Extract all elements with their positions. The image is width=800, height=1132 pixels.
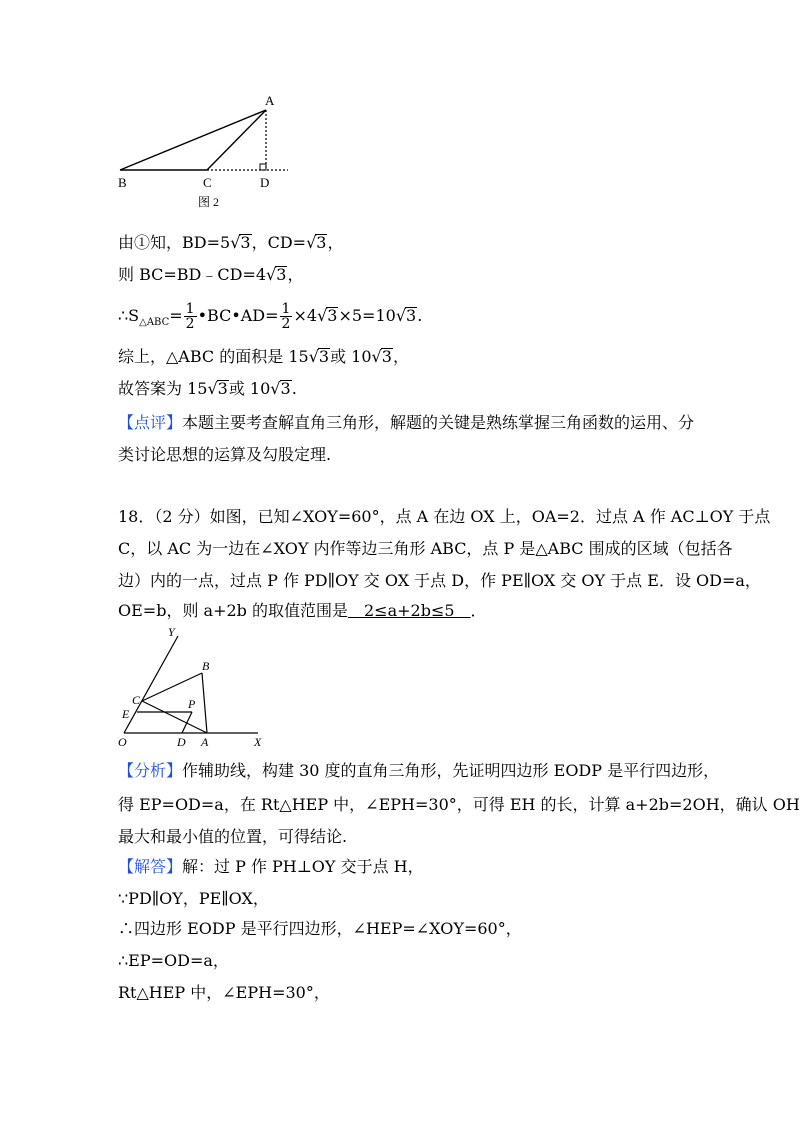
solution18-line-4: ∴EP=OD=a， — [118, 951, 229, 970]
segment-CA — [207, 110, 266, 170]
segment-AC — [142, 701, 207, 733]
axis-OY — [124, 636, 178, 733]
solution-line-2: 则 BC=BD﹣CD=4√3， — [118, 265, 304, 284]
segment-PD — [182, 712, 192, 733]
label-D: D — [260, 175, 270, 190]
problem-line-2: C，以 AC 为一边在∠XOY 内作等边三角形 ABC，点 P 是△ABC 围成的区域（包括各 — [118, 539, 733, 558]
solution-tag: 【解答】 — [118, 857, 183, 876]
solution18-line-3: ∴四边形 EODP 是平行四边形，∠HEP=∠XOY=60°， — [118, 919, 522, 938]
label-Y: Y — [168, 625, 175, 639]
solution-line-3: $\therefore S_{\triangle ABC}=$ $\frac{1}{2}$ •BC•AD= $\frac{1}{2}$ ×4√3×5=10√3. — [118, 301, 423, 332]
solution-line-5: 故答案为 15√3或 10√3. — [118, 379, 297, 398]
label-O: O — [118, 735, 127, 749]
right-angle-mark — [260, 164, 266, 170]
comment-line-1: 【点评】本题主要考查解直角三角形，解题的关键是熟练掌握三角函数的运用、分 — [118, 413, 695, 432]
analysis-line-3: 最大和最小值的位置，可得结论. — [118, 827, 348, 846]
solution18-line-5: Rt△HEP 中，∠EPH=30°， — [118, 983, 330, 1002]
segment-BA — [120, 110, 266, 170]
analysis-line-1: 【分析】作辅助线，构建 30 度的直角三角形，先证明四边形 EODP 是平行四边形， — [118, 761, 720, 780]
answer-blank: 2≤a+2b≤5 — [348, 601, 471, 620]
label-P: P — [188, 697, 196, 711]
analysis-tag: 【分析】 — [118, 761, 183, 780]
comment-tag: 【点评】 — [118, 413, 183, 432]
label-C: C — [203, 175, 212, 190]
label-B: B — [118, 175, 127, 190]
comment-line-2: 类讨论思想的运算及勾股定理. — [118, 445, 332, 464]
label-X: X — [254, 735, 262, 749]
label-E: E — [122, 707, 130, 721]
figure-18 — [110, 622, 280, 752]
problem-line-1: 18．（2 分）如图，已知∠XOY=60°，点 A 在边 OX 上，OA=2．过点 A 作 AC⊥OY 于点 — [118, 507, 771, 526]
figure-caption: 图 2 — [198, 195, 220, 209]
analysis-line-2: 得 EP=OD=a，在 Rt△HEP 中，∠EPH=30°，可得 EH 的长，计算 a+2b=2OH，确认 OH — [118, 795, 800, 814]
label-B: B — [202, 659, 210, 673]
solution18-line-1: 【解答】解：过 P 作 PH⊥OY 交于点 H， — [118, 857, 424, 876]
label-D: D — [177, 735, 186, 749]
solution18-line-2: ∵PD∥OY，PE∥OX， — [118, 889, 269, 908]
fraction-half: $\frac{1}{2}$ — [281, 301, 291, 332]
problem-line-3: 边）内的一点，过点 P 作 PD∥OY 交 OX 于点 D，作 PE∥OX 交 OY 于点 E．设 OD=a， — [118, 571, 761, 590]
label-C: C — [132, 693, 141, 707]
label-A: A — [265, 93, 275, 108]
fraction-half: $\frac{1}{2}$ — [185, 301, 195, 332]
segment-BA — [202, 673, 207, 733]
solution-line-1: 由①知，BD=5√3，CD=√3， — [118, 233, 344, 252]
solution-line-4: 综上，△ABC 的面积是 15√3或 10√3， — [118, 347, 409, 366]
label-A: A — [201, 735, 209, 749]
figure-2 — [110, 90, 310, 215]
problem-line-4: OE=b，则 a+2b 的取值范围是 2≤a+2b≤5 ． — [118, 601, 487, 620]
